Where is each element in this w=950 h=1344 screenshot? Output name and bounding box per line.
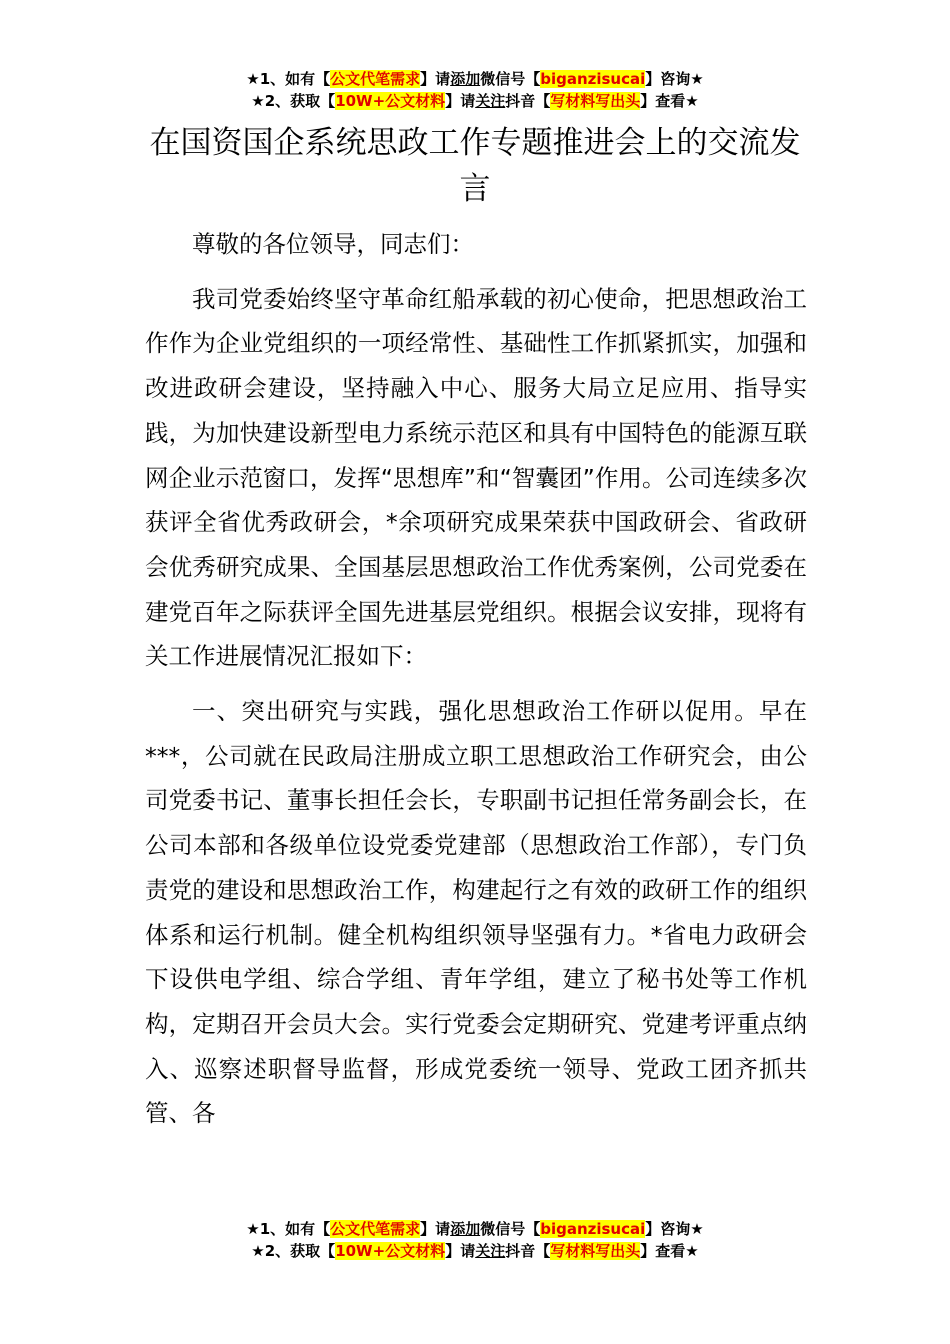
banner-text: 】咨询★ xyxy=(645,1220,704,1238)
banner-text: 】请 xyxy=(420,70,451,88)
banner-underlined: 添加 xyxy=(450,70,481,88)
banner-text: ★2、获取【 xyxy=(251,92,336,110)
banner-highlight: biganzisucai xyxy=(540,70,646,88)
banner-text: 微信号【 xyxy=(480,1220,541,1238)
banner-highlight: 公文代笔需求 xyxy=(330,70,421,88)
banner-text: 微信号【 xyxy=(480,70,541,88)
banner-highlight: 10W+公文材料 xyxy=(335,1242,446,1260)
banner-line-2 xyxy=(0,1240,950,1262)
banner-text: 】请 xyxy=(420,1220,451,1238)
banner-underlined: 关注 xyxy=(475,92,506,110)
banner-line-1 xyxy=(0,68,950,90)
banner-text: ★2、获取【 xyxy=(251,1242,336,1260)
banner-highlight: 10W+公文材料 xyxy=(335,92,446,110)
salutation: 尊敬的各位领导，同志们： xyxy=(192,230,474,258)
banner-line-2 xyxy=(0,90,950,112)
banner-underlined: 关注 xyxy=(475,1242,506,1260)
banner-line-1 xyxy=(0,1218,950,1240)
banner-text: 】咨询★ xyxy=(645,70,704,88)
document-body xyxy=(145,222,807,1146)
banner-underlined: 添加 xyxy=(450,1220,481,1238)
banner-text: 】查看★ xyxy=(640,1242,699,1260)
paragraph-1: 我司党委始终坚守革命红船承载的初心使命，把思想政治工作作为企业党组织的一项经常性、基础性工作抓紧抓实，加强和改进政研会建设，坚持融入中心、服务大局立足应用、指导实践，为加快建设新型电力系统示范区和具有中国特色的能源互联网企业示范窗口，发挥“思想库”和“智囊团”作用。公司连续多次获评全省优秀政研会，*余项研究成果荣获中国政研会、省政研会优秀研究成果、全国基层思想政治工作优秀案例，公司党委在建党百年之际获评全国先进基层党组织。根据会议安排，现将有关工作进展情况汇报如下： xyxy=(145,284,807,671)
banner-text: ★1、如有【 xyxy=(246,1220,331,1238)
footer-banner xyxy=(0,1218,950,1262)
banner-highlight: 公文代笔需求 xyxy=(330,1220,421,1238)
banner-text: 抖音【 xyxy=(505,1242,551,1260)
header-banner xyxy=(0,68,950,112)
document-title: 在国资国企系统思政工作专题推进会上的交流发言 xyxy=(149,125,801,207)
banner-highlight: 写材料写出头 xyxy=(550,92,641,110)
banner-highlight: biganzisucai xyxy=(540,1220,646,1238)
banner-text: 】请 xyxy=(445,1242,476,1260)
paragraph-2: 一、突出研究与实践，强化思想政治工作研以促用。早在***，公司就在民政局注册成立职工思想政治工作研究会，由公司党委书记、董事长担任会长，专职副书记担任常务副会长，在公司本部和各级单位设党委党建部（思想政治工作部），专门负责党的建设和思想政治工作，构建起行之有效的政研工作的组织体系和运行机制。健全机构组织领导坚强有力。*省电力政研会下设供电学组、综合学组、青年学组，建立了秘书处等工作机构，定期召开会员大会。实行党委会定期研究、党建考评重点纳入、巡察述职督导监督，形成党委统一领导、党政工团齐抓共管、各 xyxy=(145,697,807,1128)
banner-text: 抖音【 xyxy=(505,92,551,110)
banner-highlight: 写材料写出头 xyxy=(550,1242,641,1260)
banner-text: ★1、如有【 xyxy=(246,70,331,88)
banner-text: 】请 xyxy=(445,92,476,110)
banner-text: 】查看★ xyxy=(640,92,699,110)
